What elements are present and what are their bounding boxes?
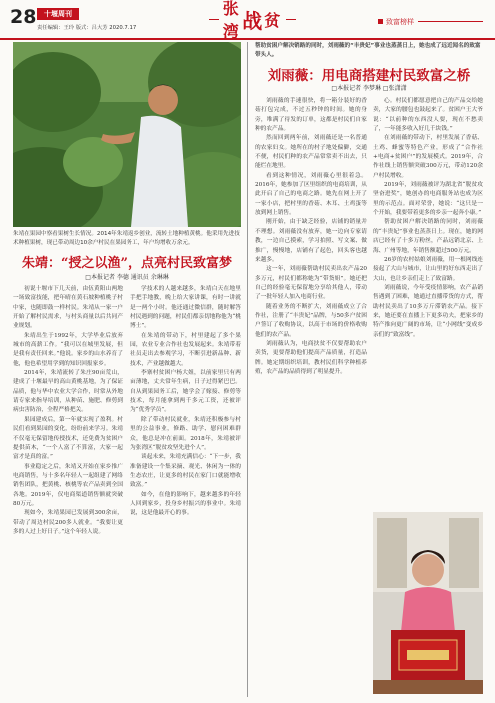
- right-article-column-1: [255, 97, 367, 697]
- right-article-headline: 刘雨薇：用电商搭建村民致富之桥: [267, 68, 471, 84]
- page-meta: 责任编辑：王玲 版式：吕大芳 2020.7.17: [37, 25, 137, 31]
- paragraph: 刘雨薇说，今年受疫情影响，农产品销售遇到了困难，她通过直播带货的方式，帮助村民卖出了10多万斤滞销农产品。接下来，她还要在直播上下更多功夫，把家乡的特产推向更广阔的市场，让“小网线”变成乡亲们的“致富线”。: [373, 284, 483, 338]
- paragraph: 然而回到两年前，刘雨薇还是一名普通的农家妇女。她所在的村子地处偏僻，交通不便，村民们种的农产品常常卖不出去，只能烂在地里。: [255, 135, 367, 170]
- right-article-photo: [373, 512, 483, 694]
- badge-rule: [418, 21, 483, 22]
- title-ornament-left: [209, 19, 219, 20]
- left-article-photo: [13, 42, 241, 227]
- badge-label: 致富榜样: [386, 17, 414, 26]
- right-article-column-2: [373, 97, 483, 507]
- paragraph: 这一年，刘雨薇帮助村民卖出农产品20多万元，村民们都称她为“带货姐”。她还把自己的经验毫无保留地分享给其他人，带动了一批年轻人加入电商行业。: [255, 266, 367, 301]
- left-photo-caption: 朱靖在果园中察看果树生长情况。2014年朱靖返乡创业，流转土地种植黄桃。他采用先进技术种植果树，现已带动周边10余户村民在果园务工，年户均增收万余元。: [13, 231, 240, 246]
- section-title-mid: 战: [242, 8, 265, 33]
- section-title-right: 贫: [264, 10, 283, 30]
- paragraph: 帮助贫困户解决销路的同时，刘雨薇的“丰贵妃”事业也蒸蒸日上。现在，她的网店已经有了十多万粉丝，产品远销北京、上海、广州等地，年销售额超过500万元。: [373, 219, 483, 254]
- paragraph: 刚开始，由于缺乏经验，店铺的销量并不理想。刘雨薇没有放弃，她一边向专家请教，一边自己摸索，学习拍照、写文案、做推广，慢慢地，店铺有了起色，回头客也越来越多。: [255, 219, 367, 263]
- paragraph: 果园建成后，第一年就实现了盈利。村民们看到果园的变化，纷纷前来学习。朱靖不仅毫无保留地传授技术，还免费为贫困户提供苗木，“一个人富了不算富，大家一起富才是真的富。”: [13, 416, 123, 461]
- title-ornament-right: [286, 19, 296, 20]
- paragraph: 在刘雨薇的带动下，村里发展了香菇、土鸡、蜂蜜等特色产业，形成了“合作社+电商+贫困户”的发展模式。2019年，合作社线上销售额突破300万元，带动120余户村民增收。: [373, 135, 483, 179]
- paragraph: 刘雨薇认为，电商扶贫不仅要帮助农户卖货，更要帮助他们提高产品质量，打造品牌。她定期组织培训，教村民们科学种植养殖，农产品的品质得到了明显提升。: [255, 340, 367, 375]
- paragraph: 看到这种情况，刘雨薇心里很着急。2016年，她参加了区里组织的电商培训，从此开启了自己的电商之路。她先在网上开了一家小店，把村里的香菇、木耳、土鸡蛋等放到网上销售。: [255, 172, 367, 217]
- left-article-column-2: [130, 285, 241, 695]
- column-badge: [378, 15, 483, 28]
- right-article-byline: □本报记者 李梦琳 □张潇潇: [331, 85, 407, 92]
- paragraph: 随着业务的不断扩大，刘雨薇成立了合作社，注册了“丰贵妃”品牌，与50多户贫困户签订了收购协议，以高于市场的价格收购他们的农产品。: [255, 303, 367, 338]
- left-article-headline: 朱靖：“授之以渔”，点亮村民致富梦: [22, 256, 232, 271]
- page-number: 28: [10, 6, 37, 28]
- paragraph: 刘雨薇的手速很快，将一箱分装好的香菇打包完成，不过五秒钟的时间。她的身旁，堆满了待发的订单，这都是村民们自家种的农产品。: [255, 98, 367, 133]
- paragraph: 朱靖出生于1992年，大学毕业后放弃城市的高薪工作。“我可以在城里发展，但是我有责任回来。”他说。家乡的山水养育了他，他也希望用学到的知识回报家乡。: [13, 332, 123, 367]
- paragraph: 2014年，朱靖流转了朱庄90亩荒山，建成了十堰最早的高山黄桃基地，为了保证品质，他与华中农业大学合作，时常从外地请专家来指导培训，从种苗、施肥、修剪到病虫害防治，全程严格把关。: [13, 370, 123, 414]
- paragraph: 如今，在他的影响下，越来越多的年轻人回到家乡，投身乡村振兴的事业中。朱靖说，这是他最开心的事。: [130, 491, 241, 517]
- orchard-photo-image: [13, 42, 241, 227]
- left-article-byline: □本报记者 李德 通讯员 余琳琳: [85, 274, 169, 281]
- paragraph: 谈起未来，朱靖充满信心：“下一步，我准备建设一个集采摘、观光、休闲为一体的生态农庄，让更多的村民在家门口就能增收致富。”: [130, 454, 241, 489]
- paragraph: 2019年，刘雨薇被评为湖北省“脱贫攻坚奋进奖”，她创办的电商服务站也成为区里的示范点。面对荣誉，她说：“这只是一个开始，我要带着更多的乡亲一起奔小康。”: [373, 182, 483, 217]
- paragraph: 事业稳定之后，朱靖又开始在家乡推广电商销售，与十多名年轻人一起组建了网络销售团队，把黄桃、核桃等农产品卖到全国各地。2019年，仅电商渠道销售额就突破80万元。: [13, 463, 123, 507]
- column-divider: [247, 42, 248, 697]
- paragraph: 心。村民们都愿意把自己的产品交给她卖，大家的腰包也鼓起来了。贫困户王大爷说：“以前种的东西没人要，现在不愁卖了，一年能多收入好几千块钱。”: [373, 98, 483, 133]
- paragraph: 26岁的农村姑娘刘雨薇，用一根网线连接起了大山与城市，让山里的好东西走出了大山，也让乡亲们走上了致富路。: [373, 256, 483, 282]
- paragraph: 在朱靖的带动下，村里建起了多个果园，农业专业合作社也发展起来。朱靖带着社员走出去参观学习，不断引进新品种、新技术，产业越做越大。: [130, 332, 241, 367]
- section-title: [205, 0, 300, 41]
- paragraph: 李寨村贫困户杨大姐，以前家里只有两亩薄地，丈夫常年生病，日子过得紧巴巴。自从到果园务工后，她学会了嫁接、修剪等技术，每月能拿到两千多元工资，还被评为“优秀学员”。: [130, 370, 241, 414]
- paragraph: 现如今，朱靖果园已发展到300余亩，带动了周边村民200多人就业。“我要让更多的人过上好日子。”这个年轻人说。: [13, 510, 123, 535]
- ecommerce-photo-image: [373, 512, 483, 694]
- paragraph: 除了带动村民就业，朱靖还积极参与村里的公益事业，修路、助学、慰问困难群众，他总是冲在前面。2018年，朱靖被评为张湾区“脱贫攻坚先进个人”。: [130, 416, 241, 451]
- page-header: [0, 0, 495, 40]
- paragraph: 初说十堰市下几天前，由伍黄阳山两地一场致富技能，把年晴在黄石坡种植桃子村中家，也随即鼓一样村民。朱靖从一家一户开始了解村民需求，与村头商量以后共同产业规划。: [13, 286, 123, 330]
- badge-bullet-icon: [378, 19, 383, 24]
- paragraph: 学技术的人越来越多，朱靖白天在地里手把手地教，晚上给大家讲课，有时一讲就是一两个小时。他还通过微信群，随时解答村民遇到的问题，村民们都亲切地称他为“桃博士”。: [130, 286, 241, 330]
- right-photo-caption: 帮助贫困户解决销路的同时，刘雨薇的“丰贵妃”事业也蒸蒸日上，她也成了远近闻名的致富带头人。: [255, 43, 481, 58]
- left-article-column-1: [13, 285, 123, 695]
- section-bar: 十堰周刊: [37, 8, 79, 20]
- section-title-left: 张湾: [222, 0, 241, 41]
